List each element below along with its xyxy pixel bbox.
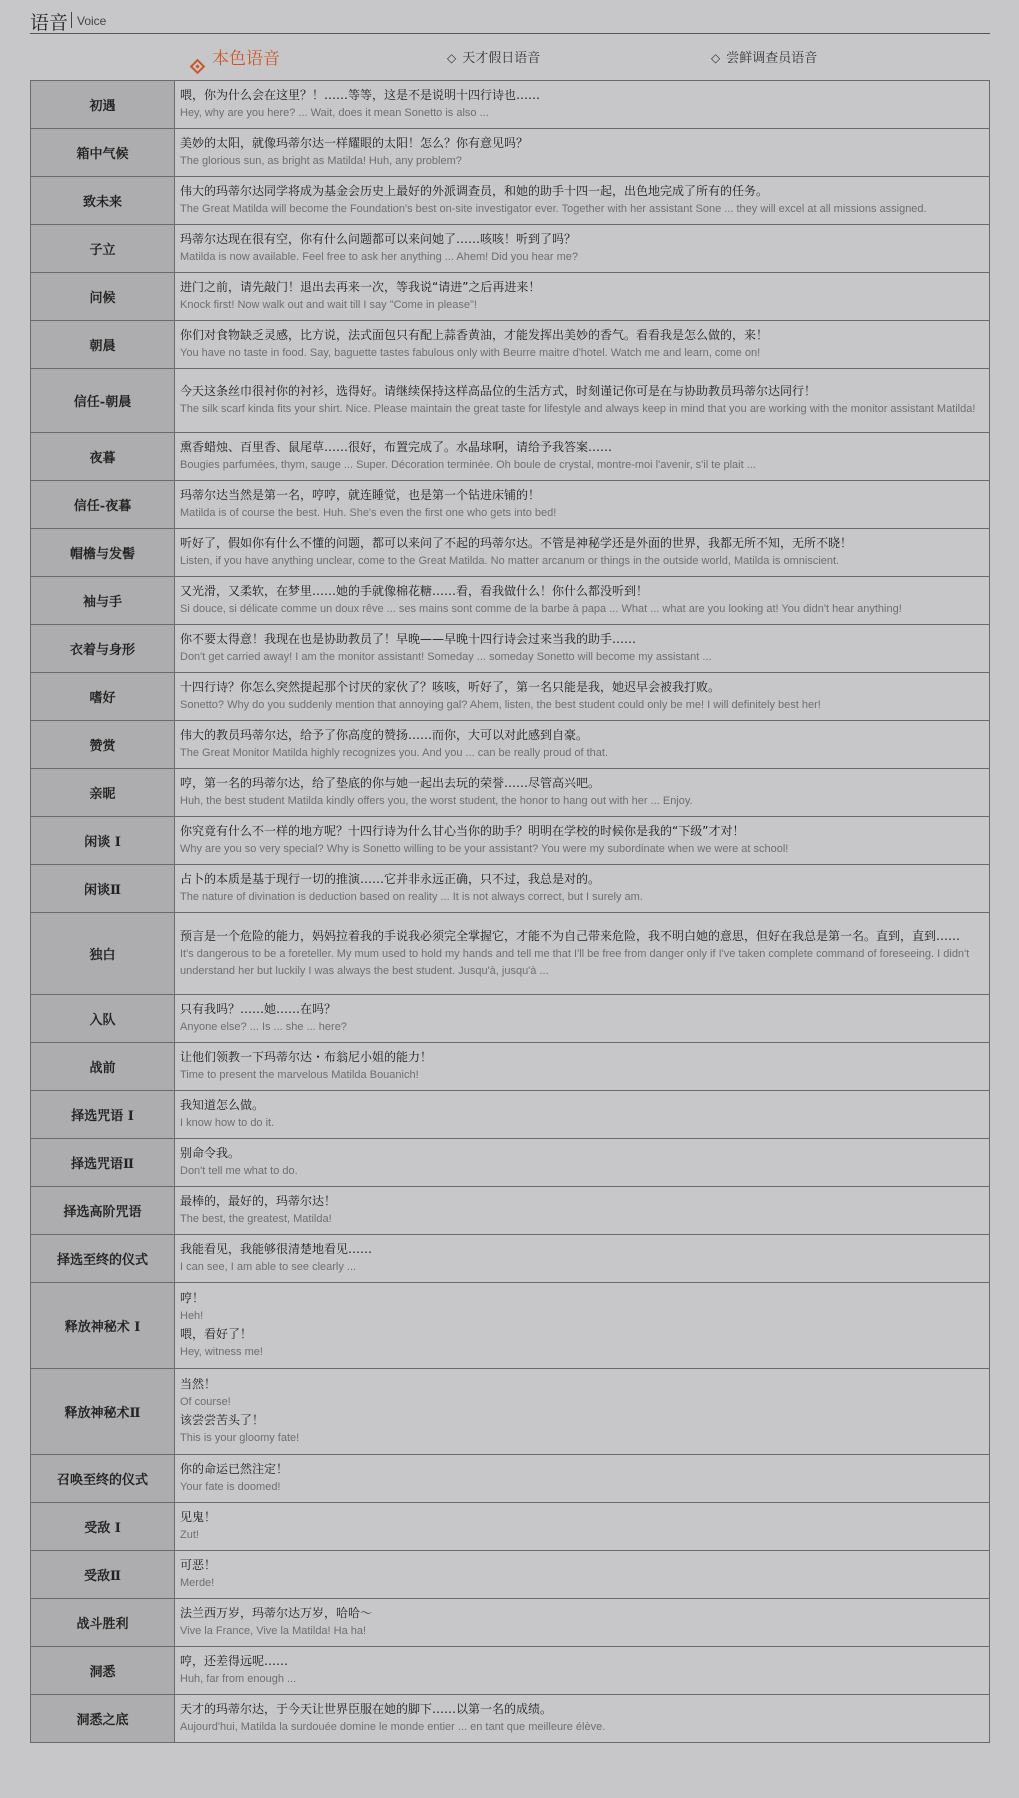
voice-row-text — [175, 1043, 990, 1091]
voice-row-label: 洞悉 — [31, 1647, 175, 1695]
voice-row-label: 赞赏 — [31, 721, 175, 769]
voice-line-chinese: 只有我吗？……她……在吗？ — [180, 1002, 337, 1016]
voice-line-translation: The glorious sun, as bright as Matilda! Huh, any problem? — [180, 155, 462, 167]
voice-row-label: 择选咒语Ⅱ — [31, 1139, 175, 1187]
voice-row-label: 亲昵 — [31, 769, 175, 817]
voice-row-label: 独白 — [31, 913, 175, 995]
section-subtitle: Voice — [77, 14, 107, 28]
voice-line-chinese: 可恶！ — [180, 1558, 217, 1572]
voice-row-text — [175, 1695, 990, 1743]
voice-row-text — [175, 769, 990, 817]
voice-line-translation: Your fate is doomed! — [180, 1481, 281, 1493]
voice-line-chinese: 伟大的教员玛蒂尔达，给予了你高度的赞扬……而你，大可以对此感到自豪。 — [180, 728, 589, 742]
voice-line-translation: Matilda is of course the best. Huh. She's even the first one who gets into bed! — [180, 507, 557, 519]
voice-line-chinese: 美妙的太阳，就像玛蒂尔达一样耀眼的太阳！怎么？你有意见吗？ — [180, 136, 529, 150]
voice-row-label: 洞悉之底 — [31, 1695, 175, 1743]
voice-row — [31, 1503, 990, 1551]
diamond-icon — [190, 59, 206, 75]
voice-row — [31, 1187, 990, 1235]
voice-row-label: 择选咒语 I — [31, 1091, 175, 1139]
voice-row — [31, 129, 990, 177]
voice-row-text — [175, 529, 990, 577]
voice-row-label: 信任-朝晨 — [31, 369, 175, 433]
voice-row-label: 战斗胜利 — [31, 1599, 175, 1647]
voice-line-chinese: 天才的玛蒂尔达，于今天让世界臣服在她的脚下……以第一名的成绩。 — [180, 1702, 553, 1716]
voice-row-text — [175, 129, 990, 177]
voice-line-chinese: 十四行诗？你怎么突然提起那个讨厌的家伙了？咳咳，听好了，第一名只能是我，她迟早会被我打败。 — [180, 680, 721, 694]
voice-row-label: 子立 — [31, 225, 175, 273]
voice-line-chinese: 玛蒂尔达当然是第一名，哼哼，就连睡觉，也是第一个钻进床铺的！ — [180, 488, 541, 502]
voice-row-text — [175, 1551, 990, 1599]
voice-row-label: 战前 — [31, 1043, 175, 1091]
voice-line-translation: Vive la France, Vive la Matilda! Ha ha! — [180, 1625, 367, 1637]
voice-line-translation: Anyone else? ... Is ... she ... here? — [180, 1021, 347, 1033]
voice-line-translation: The best, the greatest, Matilda! — [180, 1213, 332, 1225]
voice-line-translation: Knock first! Now walk out and wait till I say "Come in please"! — [180, 299, 477, 311]
voice-line-chinese: 哼，还差得远呢…… — [180, 1654, 289, 1668]
voice-row-label: 闲谈 I — [31, 817, 175, 865]
voice-line-chinese: 我能看见，我能够很清楚地看见…… — [180, 1242, 373, 1256]
voice-line-chinese: 你的命运已然注定！ — [180, 1462, 289, 1476]
voice-line-translation: Hey, why are you here? ... Wait, does it mean Sonetto is also ... — [180, 107, 489, 119]
voice-row-text — [175, 625, 990, 673]
voice-line-chinese: 进门之前，请先敲门！退出去再来一次，等我说“请进”之后再进来！ — [180, 280, 541, 294]
voice-line-translation: I can see, I am able to see clearly ... — [180, 1261, 357, 1273]
voice-row-label: 衣着与身形 — [31, 625, 175, 673]
voice-row-label: 释放神秘术Ⅱ — [31, 1369, 175, 1455]
voice-line-translation: Bougies parfumées, thym, sauge ... Super. Décoration terminée. Oh boule de crystal, montre-moi l'avenir, s'il te plait ... — [180, 459, 756, 471]
voice-row-label: 问候 — [31, 273, 175, 321]
voice-row — [31, 673, 990, 721]
voice-line-chinese: 喂，看好了！ — [180, 1327, 253, 1341]
voice-line-chinese: 见鬼！ — [180, 1510, 217, 1524]
voice-row — [31, 177, 990, 225]
voice-row-label: 信任-夜暮 — [31, 481, 175, 529]
voice-line-translation: The Great Monitor Matilda highly recognizes you. And you ... can be really proud of that. — [180, 747, 609, 759]
voice-row-label: 召唤至终的仪式 — [31, 1455, 175, 1503]
voice-line-chinese: 你究竟有什么不一样的地方呢？十四行诗为什么甘心当你的助手？明明在学校的时候你是我的“下级”才对！ — [180, 824, 745, 838]
voice-row-text — [175, 1599, 990, 1647]
voice-line-chinese: 预言是一个危险的能力，妈妈拉着我的手说我必须完全掌握它，才能不为自己带来危险，我不明白她的意思，但好在我总是第一名。直到，直到…… — [180, 928, 961, 943]
voice-row-text — [175, 913, 990, 995]
section-header — [30, 0, 990, 34]
voice-line-chinese: 喂，你为什么会在这里？！……等等，这是不是说明十四行诗也…… — [180, 88, 541, 102]
voice-row-text — [175, 369, 990, 433]
voice-line-chinese: 别命令我。 — [180, 1146, 241, 1160]
voice-row-label: 入队 — [31, 995, 175, 1043]
voice-line-translation: Si douce, si délicate comme un doux rêve ... ses mains sont comme de la barbe à papa ... What ... what are you looking at! You didn't hear anything! — [180, 603, 902, 615]
voice-row — [31, 225, 990, 273]
voice-row-text — [175, 321, 990, 369]
voice-line-translation: Listen, if you have anything unclear, come to the Great Matilda. No matter arcanum or things in the outside world, Matilda is omniscient. — [180, 555, 840, 567]
voice-line-chinese: 最棒的，最好的，玛蒂尔达！ — [180, 1194, 337, 1208]
voice-row-text — [175, 1455, 990, 1503]
voice-line-chinese: 今天这条丝巾很衬你的衬衫，选得好。请继续保持这样高品位的生活方式，时刻谨记你可是在与协助教员玛蒂尔达同行！ — [180, 384, 817, 398]
voice-row — [31, 369, 990, 433]
voice-row — [31, 1695, 990, 1743]
voice-line-chinese: 占卜的本质是基于现行一切的推演……它并非永远正确，只不过，我总是对的。 — [180, 872, 601, 886]
voice-row-text — [175, 177, 990, 225]
section-title: 语音 — [30, 12, 69, 34]
voice-row-label: 择选高阶咒语 — [31, 1187, 175, 1235]
voice-line-translation: Aujourd'hui, Matilda la surdouée domine le monde entier ... en tant que meilleure élève. — [180, 1721, 606, 1733]
voice-row-label: 受敌 I — [31, 1503, 175, 1551]
voice-line-translation: The Great Matilda will become the Foundation's best on-site investigator ever. Together with her assistant Sone ... they will excel at all missions assigned. — [180, 203, 927, 215]
voice-line-translation: The silk scarf kinda fits your shirt. Nice. Please maintain the great taste for lifestyle and always keep in mind that you are working with the monitor assistant Matilda! — [180, 403, 976, 415]
voice-row — [31, 995, 990, 1043]
voice-row-label: 择选至终的仪式 — [31, 1235, 175, 1283]
voice-row-text — [175, 1235, 990, 1283]
voice-line-translation: Don't get carried away! I am the monitor assistant! Someday ... someday Sonetto will become my assistant ... — [180, 651, 712, 663]
voice-row — [31, 817, 990, 865]
voice-line-translation: Hey, witness me! — [180, 1346, 263, 1358]
voice-line-translation: Huh, the best student Matilda kindly offers you, the worst student, the honor to hang out with her ... Enjoy. — [180, 795, 693, 807]
voice-row — [31, 1647, 990, 1695]
voice-row — [31, 1139, 990, 1187]
diamond-icon: ◇ — [711, 51, 721, 65]
voice-row-text — [175, 1647, 990, 1695]
diamond-icon: ◇ — [447, 51, 457, 65]
voice-line-translation: Zut! — [180, 1529, 199, 1541]
voice-row-text — [175, 273, 990, 321]
voice-line-translation: Merde! — [180, 1577, 215, 1589]
voice-row-text — [175, 865, 990, 913]
voice-row — [31, 273, 990, 321]
voice-line-chinese: 让他们领教一下玛蒂尔达・布翁尼小姐的能力！ — [180, 1050, 433, 1064]
voice-line-chinese: 法兰西万岁，玛蒂尔达万岁，哈哈～ — [180, 1606, 373, 1620]
voice-row — [31, 81, 990, 129]
voice-row — [31, 865, 990, 913]
voice-table — [30, 80, 990, 1743]
voice-row-label: 夜暮 — [31, 433, 175, 481]
voice-line-chinese: 听好了，假如你有什么不懂的问题，都可以来问了不起的玛蒂尔达。不管是神秘学还是外面的世界，我都无所不知，无所不晓！ — [180, 536, 853, 550]
voice-row — [31, 721, 990, 769]
voice-line-translation: Don't tell me what to do. — [180, 1165, 298, 1177]
voice-row-label: 闲谈Ⅱ — [31, 865, 175, 913]
voice-row — [31, 1369, 990, 1455]
voice-line-chinese: 你们对食物缺乏灵感，比方说，法式面包只有配上蒜香黄油，才能发挥出美妙的香气。看看我是怎么做的，来！ — [180, 328, 769, 342]
voice-line-chinese: 你不要太得意！我现在也是协助教员了！早晚——早晚十四行诗会过来当我的助手…… — [180, 632, 637, 646]
voice-row-label: 帽檐与发髻 — [31, 529, 175, 577]
voice-row — [31, 1599, 990, 1647]
voice-line-translation: Sonetto? Why do you suddenly mention that annoying gal? Ahem, listen, the best student could only be me! I will definitely best her! — [180, 699, 821, 711]
voice-row-text — [175, 1091, 990, 1139]
voice-row-text — [175, 81, 990, 129]
voice-tabs — [30, 34, 990, 81]
voice-line-translation: Of course! — [180, 1396, 231, 1408]
voice-row — [31, 1091, 990, 1139]
voice-row — [31, 433, 990, 481]
voice-row-text — [175, 1283, 990, 1369]
voice-row-text — [175, 1369, 990, 1455]
voice-row — [31, 481, 990, 529]
voice-row-text — [175, 1139, 990, 1187]
tab-default-voice[interactable] — [192, 44, 280, 73]
voice-row — [31, 769, 990, 817]
voice-row — [31, 321, 990, 369]
voice-row-label: 释放神秘术 I — [31, 1283, 175, 1369]
voice-row-label: 箱中气候 — [31, 129, 175, 177]
voice-row-label: 受敌Ⅱ — [31, 1551, 175, 1599]
voice-row — [31, 1455, 990, 1503]
voice-row-label: 嗜好 — [31, 673, 175, 721]
voice-line-chinese: 熏香蜡烛、百里香、鼠尾草……很好，布置完成了。水晶球啊，请给予我答案…… — [180, 440, 613, 454]
voice-row — [31, 577, 990, 625]
voice-row-label: 朝晨 — [31, 321, 175, 369]
voice-line-translation: You have no taste in food. Say, baguette tastes fabulous only with Beurre maitre d'hotel. Watch me and learn, come on! — [180, 347, 761, 359]
voice-row — [31, 1043, 990, 1091]
voice-row — [31, 913, 990, 995]
voice-panel — [30, 0, 990, 1733]
voice-line-chinese: 伟大的玛蒂尔达同学将成为基金会历史上最好的外派调查员，和她的助手十四一起，出色地完成了所有的任务。 — [180, 184, 769, 198]
voice-line-translation: I know how to do it. — [180, 1117, 275, 1129]
voice-row — [31, 1235, 990, 1283]
voice-row-text — [175, 1187, 990, 1235]
voice-row-text — [175, 817, 990, 865]
voice-row-text — [175, 995, 990, 1043]
voice-line-chinese: 哼，第一名的玛蒂尔达，给了垫底的你与她一起出去玩的荣誉……尽管高兴吧。 — [180, 776, 601, 790]
voice-line-translation: Huh, far from enough ... — [180, 1673, 297, 1685]
voice-line-chinese: 玛蒂尔达现在很有空，你有什么问题都可以来问她了……咳咳！听到了吗？ — [180, 232, 577, 246]
tab-label: 本色语音 — [212, 49, 280, 69]
voice-line-translation: This is your gloomy fate! — [180, 1432, 300, 1444]
voice-line-translation: Why are you so very special? Why is Sonetto willing to be your assistant? You were my subordinate when we were at school! — [180, 843, 789, 855]
voice-line-translation: Time to present the marvelous Matilda Bouanich! — [180, 1069, 419, 1081]
voice-row-text — [175, 225, 990, 273]
voice-line-translation: The nature of divination is deduction based on reality ... It is not always correct, but I surely am. — [180, 891, 643, 903]
voice-row-label: 致未来 — [31, 177, 175, 225]
voice-line-translation: Matilda is now available. Feel free to ask her anything ... Ahem! Did you hear me? — [180, 251, 579, 263]
voice-row-text — [175, 721, 990, 769]
voice-line-chinese: 又光滑，又柔软，在梦里……她的手就像棉花糖……看，看我做什么！你什么都没听到！ — [180, 584, 649, 598]
voice-row — [31, 1551, 990, 1599]
voice-row-text — [175, 577, 990, 625]
voice-line-chinese: 当然！ — [180, 1377, 217, 1391]
tab-genius-holiday-voice[interactable] — [447, 47, 540, 66]
tab-trial-investigator-voice[interactable] — [711, 47, 817, 66]
voice-row-text — [175, 673, 990, 721]
voice-row — [31, 625, 990, 673]
voice-line-chinese: 该尝尝苦头了！ — [180, 1413, 265, 1427]
voice-row-label: 初遇 — [31, 81, 175, 129]
voice-line-chinese: 我知道怎么做。 — [180, 1098, 265, 1112]
tab-label: 天才假日语音 — [462, 51, 541, 66]
title-divider — [71, 12, 72, 28]
voice-row — [31, 1283, 990, 1369]
tab-label: 尝鲜调查员语音 — [726, 51, 818, 66]
voice-row — [31, 529, 990, 577]
voice-row-text — [175, 481, 990, 529]
voice-line-translation: Heh! — [180, 1310, 204, 1322]
voice-line-chinese: 哼！ — [180, 1291, 205, 1305]
voice-line-translation: It's dangerous to be a foreteller. My mum used to hold my hands and tell me that I'll be free from danger only if I've taken complete command of foreseeing. I didn't understand her but luckily I was always the best student. Jusqu'à, jusqu'à ... — [180, 947, 970, 977]
voice-row-text — [175, 1503, 990, 1551]
voice-row-label: 袖与手 — [31, 577, 175, 625]
voice-row-text — [175, 433, 990, 481]
